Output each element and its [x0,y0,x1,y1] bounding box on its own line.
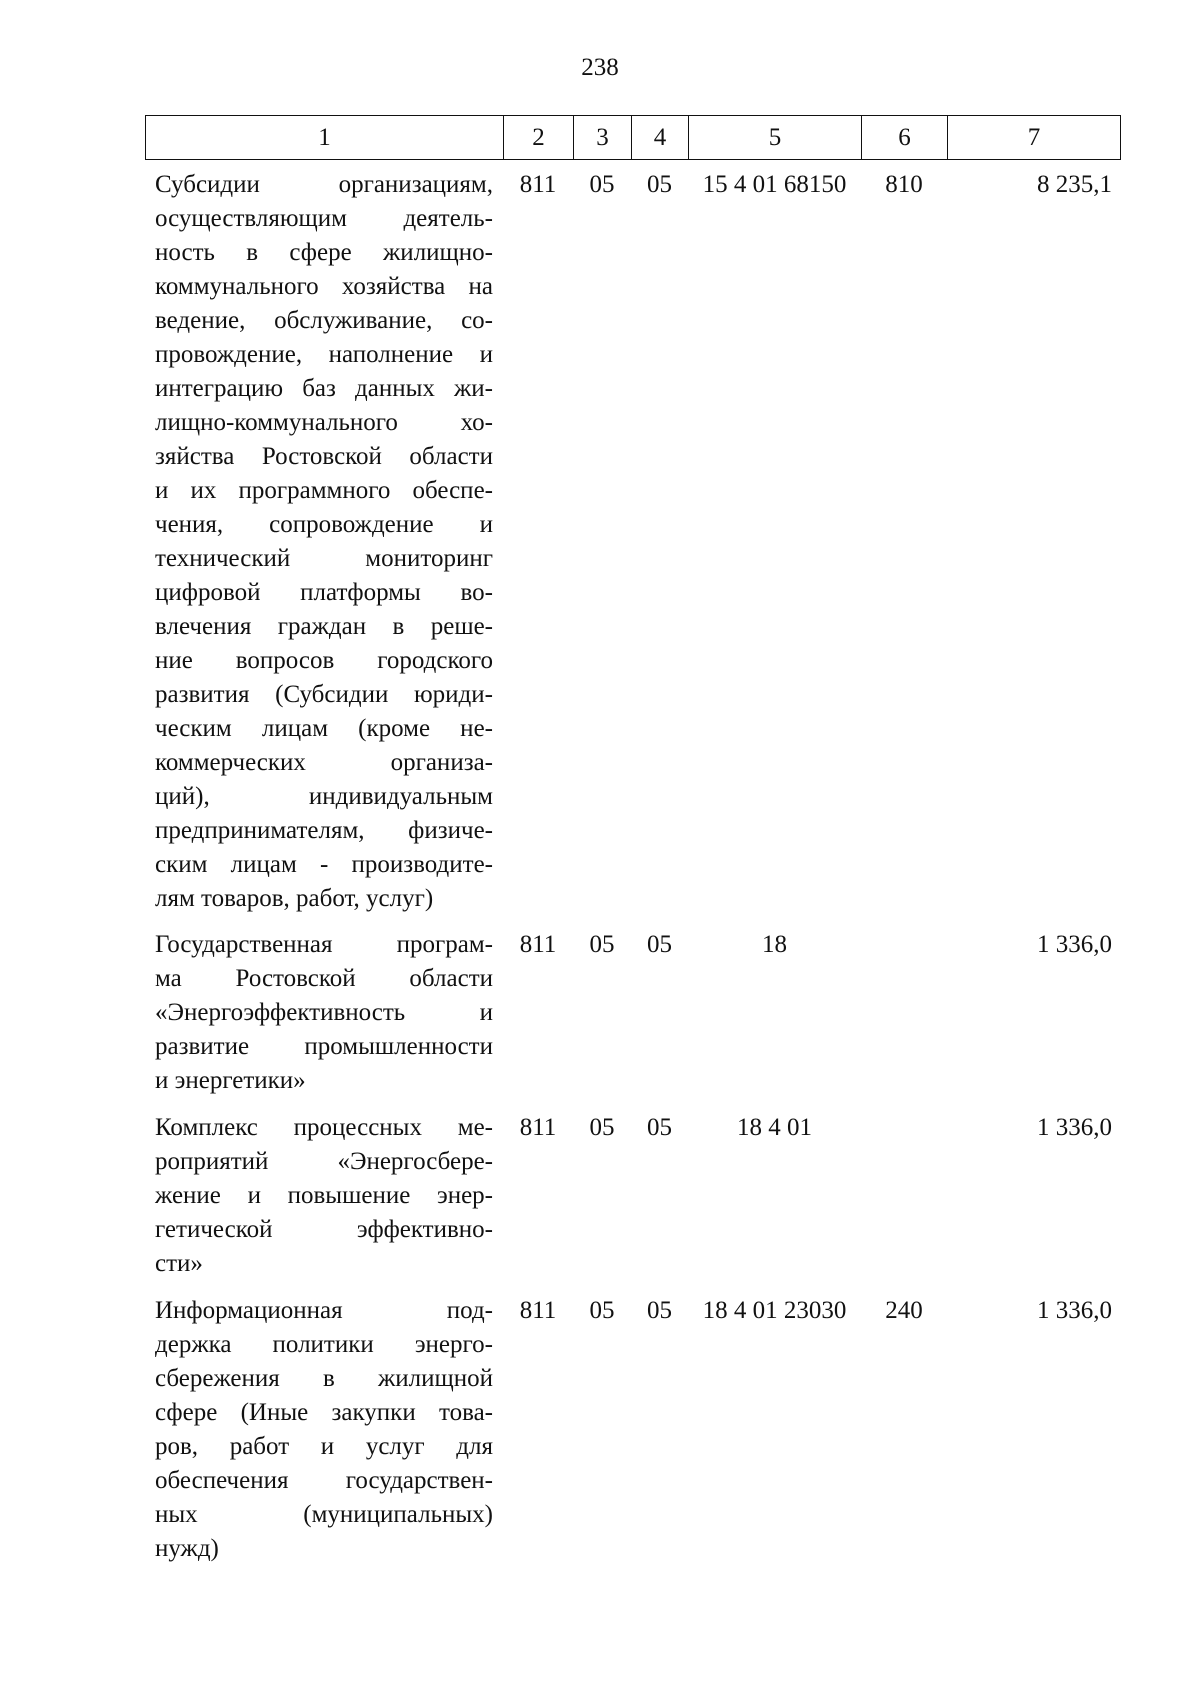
description-line: провождение, наполнение и [155,341,493,368]
cell-col-5: 18 4 01 [737,1114,812,1141]
description-line: лям товаров, работ, услуг) [155,885,434,912]
description-line: ность в сфере жилищно- [155,239,493,266]
description-line: и их программного обеспе- [155,477,493,504]
header-col-4: 4 [632,116,689,160]
description-line: ров, работ и услуг для [155,1433,493,1460]
header-row [146,116,1121,160]
description-line: ма Ростовской области [155,965,493,992]
cell-col-4: 05 [647,931,672,958]
description-line: осуществляющим деятель- [155,205,493,232]
description-line: предпринимателям, физиче- [155,817,493,844]
description-line: лищно-коммунального хо- [155,409,493,436]
description-line: ведение, обслуживание, со- [155,307,493,334]
cell-col-5: 18 [762,931,787,958]
description-line: интеграцию баз данных жи- [155,375,493,402]
description-line: развитие промышленности [155,1033,493,1060]
description-line: Информационная под- [155,1297,493,1324]
description-line: гетической эффективно- [155,1216,493,1243]
description-line: «Энергоэффективность и [155,999,493,1026]
description-line: ние вопросов городского [155,647,493,674]
row-description [155,1111,493,1281]
cell-col-7: 1 336,0 [1037,931,1112,958]
row-description [155,928,493,1098]
cell-col-2: 811 [519,1297,557,1324]
table-header [145,115,1121,160]
cell-col-4: 05 [647,1297,672,1324]
cell-col-5: 18 4 01 23030 [702,1297,847,1324]
header-col-3: 3 [574,116,632,160]
description-line: Комплекс процессных ме- [155,1114,493,1141]
description-line: Государственная програм- [155,931,493,958]
row-description [155,168,493,916]
cell-col-7: 1 336,0 [1037,1297,1112,1324]
description-line: коммунального хозяйства на [155,273,493,300]
cell-col-3: 05 [589,1297,615,1324]
description-line: сбережения в жилищной [155,1365,493,1392]
description-line: обеспечения государствен- [155,1467,493,1494]
description-line: сфере (Иные закупки това- [155,1399,493,1426]
description-line: коммерческих организа- [155,749,493,776]
cell-col-2: 811 [519,931,557,958]
row-description [155,1294,493,1566]
description-line: и энергетики» [155,1067,306,1094]
header-col-5: 5 [689,116,862,160]
cell-col-3: 05 [589,171,615,198]
description-line: сти» [155,1250,203,1277]
description-line: влечения граждан в реше- [155,613,493,640]
description-line: цифровой платформы во- [155,579,493,606]
description-line: ским лицам - производите- [155,851,493,878]
cell-col-7: 1 336,0 [1037,1114,1112,1141]
cell-col-2: 811 [519,1114,557,1141]
cell-col-3: 05 [589,931,615,958]
description-line: ческим лицам (кроме не- [155,715,493,742]
description-line: зяйства Ростовской области [155,443,493,470]
cell-col-4: 05 [647,171,672,198]
cell-col-3: 05 [589,1114,615,1141]
cell-col-7: 8 235,1 [1037,171,1112,198]
description-line: развития (Субсидии юриди- [155,681,493,708]
description-line: держка политики энерго- [155,1331,493,1358]
header-col-6: 6 [862,116,948,160]
cell-col-2: 811 [519,171,557,198]
header-col-2: 2 [504,116,574,160]
page-number: 238 [581,54,619,81]
description-line: роприятий «Энергосбере- [155,1148,493,1175]
description-line: жение и повышение энер- [155,1182,493,1209]
cell-col-6: 810 [885,171,923,198]
cell-col-5: 15 4 01 68150 [702,171,847,198]
cell-col-6: 240 [885,1297,923,1324]
description-line: технический мониторинг [155,545,493,572]
description-line: ций), индивидуальным [155,783,493,810]
header-col-1: 1 [146,116,504,160]
description-line: нужд) [155,1535,219,1562]
description-line: Субсидии организациям, [155,171,493,198]
header-col-7: 7 [948,116,1121,160]
cell-col-4: 05 [647,1114,672,1141]
description-line: чения, сопровождение и [155,511,493,538]
description-line: ных (муниципальных) [155,1501,493,1528]
